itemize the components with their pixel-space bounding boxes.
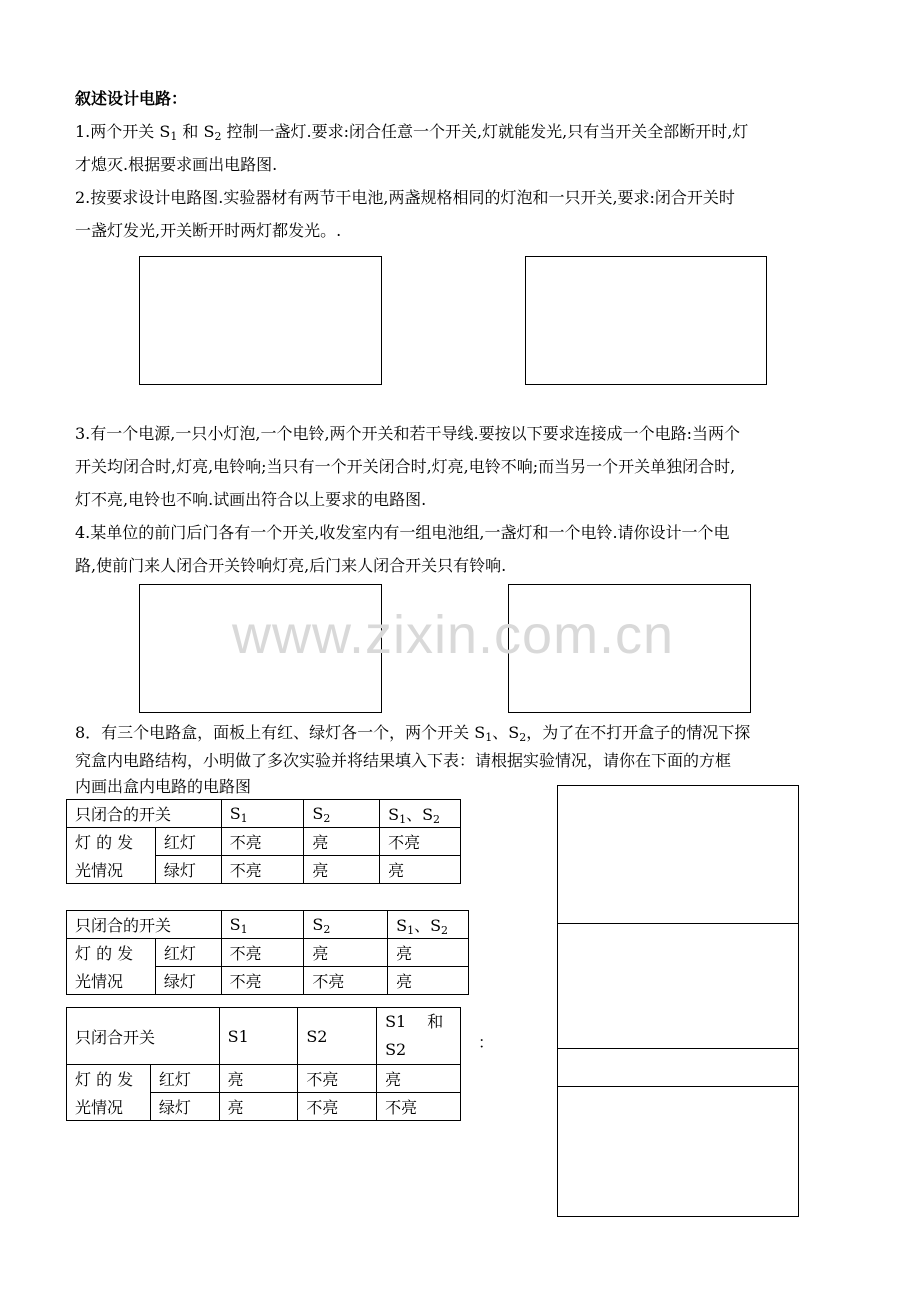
answer-box-q1 — [139, 256, 382, 385]
question-4-line-2: 路,使前门来人闭合开关铃响灯亮,后门来人闭合开关只有铃响. — [75, 556, 507, 575]
header-switch: 只闭合的开关 — [67, 911, 222, 939]
cell: 不亮 — [298, 1065, 377, 1093]
header-s1-s2: $S_1$、$S_2$ — [388, 911, 469, 939]
red-label: 红灯 — [150, 1065, 219, 1093]
cell: 亮 — [380, 856, 461, 884]
results-table-2 — [66, 910, 469, 995]
red-label: 红灯 — [155, 828, 221, 856]
red-label: 红灯 — [155, 939, 221, 967]
question-3-line-3: 灯不亮,电铃也不响.试画出符合以上要求的电路图. — [75, 490, 427, 509]
table-row — [67, 1093, 461, 1121]
row-label-bottom: 光情况 — [67, 1093, 151, 1121]
table-row — [67, 1065, 461, 1093]
green-label: 绿灯 — [155, 856, 221, 884]
question-3-line-1: 3.有一个电源,一只小灯泡,一个电铃,两个开关和若干导线.要按以下要求连接成一个电路:当两个 — [75, 424, 741, 443]
question-1-line-2: 才熄灭.根据要求画出电路图. — [75, 155, 278, 174]
row-label-top: 灯 的 发 — [67, 939, 156, 967]
question-8-line-1: 8．有三个电路盒，面板上有红、绿灯各一个，两个开关 $S_1$、$S_2$，为了在不打开盒子的情况下探 — [75, 723, 751, 744]
question-8-line-3: 内画出盒内电路的电路图 — [75, 777, 252, 796]
question-2-line-1: 2.按要求设计电路图.实验器材有两节干电池,两盏规格相同的灯泡和一只开关,要求:闭合开关时 — [75, 188, 735, 207]
row-label-top: 灯 的 发 — [67, 828, 156, 856]
stray-colon: ： — [478, 1033, 495, 1052]
table-row — [67, 967, 469, 995]
green-label: 绿灯 — [155, 967, 221, 995]
results-table-1 — [66, 799, 461, 884]
header-switch: 只闭合开关 — [67, 1008, 220, 1065]
cell: 亮 — [304, 939, 388, 967]
table-row — [67, 1008, 461, 1065]
cell: 不亮 — [380, 828, 461, 856]
cell: 亮 — [388, 967, 469, 995]
answer-box-q8-upper — [557, 785, 799, 1087]
answer-box-q8-lower — [557, 1048, 799, 1217]
row-label-bottom: 光情况 — [67, 856, 156, 884]
question-1-line-1: 1.两个开关 $S_1$ 和 $S_2$ 控制一盏灯.要求:闭合任意一个开关,灯就能发光,只有当开关全部断开时,灯 — [75, 122, 749, 143]
cell: 不亮 — [221, 939, 304, 967]
table-row — [67, 800, 461, 828]
header-s1-and-s2: S1 和 S2 — [377, 1008, 461, 1065]
cell: 亮 — [219, 1065, 298, 1093]
results-table-3 — [66, 1007, 461, 1121]
cell: 亮 — [219, 1093, 298, 1121]
cell: 亮 — [377, 1065, 461, 1093]
cell: 亮 — [304, 828, 380, 856]
row-label-top: 灯 的 发 — [67, 1065, 151, 1093]
header-s1: S1 — [219, 1008, 298, 1065]
cell: 不亮 — [221, 967, 304, 995]
table-row — [67, 911, 469, 939]
answer-box-q2 — [525, 256, 767, 385]
cell: 不亮 — [298, 1093, 377, 1121]
table-row — [67, 939, 469, 967]
header-s1-s2: $S_1$、$S_2$ — [380, 800, 461, 828]
header-s1: $S_1$ — [221, 800, 304, 828]
header-switch: 只闭合的开关 — [67, 800, 222, 828]
table-row — [67, 828, 461, 856]
cell: 不亮 — [377, 1093, 461, 1121]
cell: 不亮 — [221, 828, 304, 856]
question-2-line-2: 一盏灯发光,开关断开时两灯都发光。. — [75, 221, 342, 240]
cell: 不亮 — [221, 856, 304, 884]
cell: 亮 — [304, 856, 380, 884]
cell: 不亮 — [304, 967, 388, 995]
question-4-line-1: 4.某单位的前门后门各有一个开关,收发室内有一组电池组,一盏灯和一个电铃.请你设计一个电 — [75, 523, 730, 542]
cell: 亮 — [388, 939, 469, 967]
header-s2: $S_2$ — [304, 800, 380, 828]
header-s1: $S_1$ — [221, 911, 304, 939]
answer-box-divider-1 — [557, 923, 799, 924]
header-s2: S2 — [298, 1008, 377, 1065]
row-label-bottom: 光情况 — [67, 967, 156, 995]
header-s2: $S_2$ — [304, 911, 388, 939]
green-label: 绿灯 — [150, 1093, 219, 1121]
watermark: www.zixin.com.cn — [232, 605, 675, 665]
page-heading: 叙述设计电路： — [75, 89, 188, 108]
table-row — [67, 856, 461, 884]
question-3-line-2: 开关均闭合时,灯亮,电铃响;当只有一个开关闭合时,灯亮,电铃不响;而当另一个开关单独闭合时, — [75, 457, 736, 476]
question-8-line-2: 究盒内电路结构，小明做了多次实验并将结果填入下表：请根据实验情况，请你在下面的方框 — [75, 751, 732, 770]
